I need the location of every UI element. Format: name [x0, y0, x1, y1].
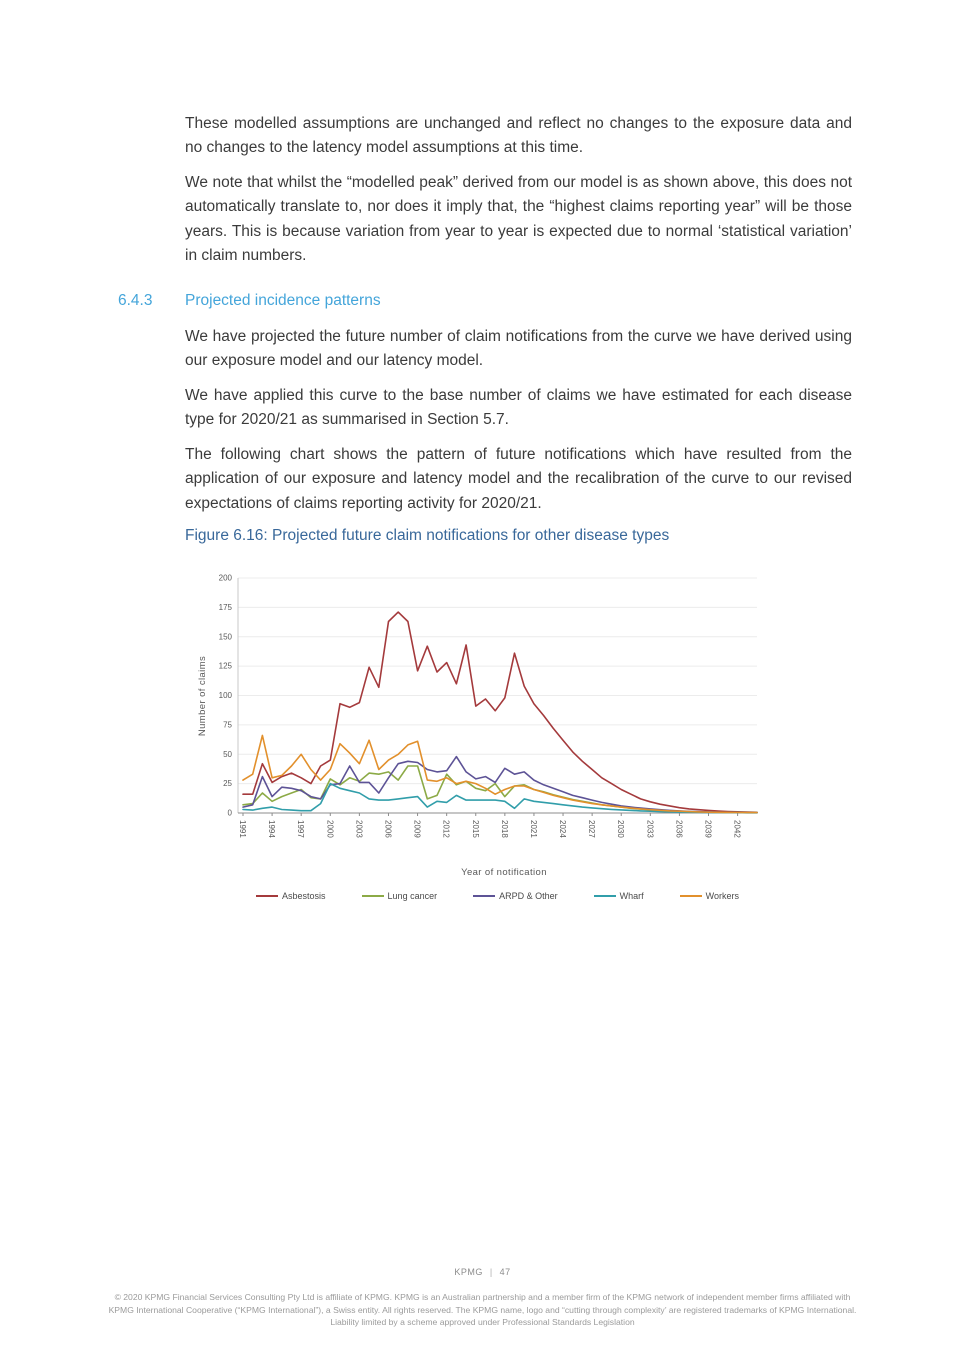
legend-label: ARPD & Other [499, 891, 558, 901]
series-line-asbestosis [243, 612, 757, 812]
legend-item-arpd-other [473, 891, 558, 901]
x-tick-label: 2018 [499, 820, 509, 838]
section-title: Projected incidence patterns [185, 292, 381, 309]
x-tick-label: 1991 [238, 820, 247, 838]
x-tick-label: 2024 [558, 820, 568, 838]
y-tick-label: 200 [218, 573, 232, 583]
legend-item-wharf [594, 891, 644, 901]
legend-swatch [362, 895, 384, 897]
y-tick-label: 150 [218, 632, 232, 642]
x-tick-label: 2030 [616, 820, 626, 838]
figure-caption: Figure 6.16: Projected future claim notifications for other disease types [185, 527, 670, 544]
legend-swatch [594, 895, 616, 897]
x-tick-label: 2039 [703, 820, 713, 838]
paragraph-2: We note that whilst the “modelled peak” derived from our model is as shown above, this does not automatically translate to, nor does it imply that, the “highest claims reporting year” will be those years. This is because variation from year to year is expected due to normal ‘statistical variation’ in claim numbers. [185, 174, 852, 265]
x-tick-label: 2015 [470, 820, 480, 838]
line-chart-canvas [195, 565, 770, 867]
legend-swatch [256, 895, 278, 897]
y-tick-label: 50 [223, 749, 232, 759]
y-axis-title: Number of claims [197, 655, 208, 737]
legend-label: Wharf [619, 891, 644, 901]
copyright-notice: © 2020 KPMG Financial Services Consulting Pty Ltd is affiliate of KPMG. KPMG is an Australian partnership and a member firm of the KPMG network of independent member firms affiliated with KPMG International Cooperative (“KPMG International”), a Swiss entity. All rights reserved. The KPMG name, logo and “cutting through complexity’ are registered trademarks of KPMG International. Liability limited by a scheme approved under Professional Standards Legislation [108, 1292, 857, 1328]
y-tick-label: 100 [218, 691, 232, 700]
paragraph-4: We have applied this curve to the base number of claims we have estimated for each disease type for 2020/21 as summarised in Section 5.7. [185, 387, 852, 429]
footer-page-number: 47 [499, 1267, 511, 1277]
y-tick-label: 175 [218, 602, 232, 612]
paragraph-1: These modelled assumptions are unchanged and reflect no changes to the exposure data and no changes to the latency model assumptions at this time. [185, 115, 852, 157]
x-tick-label: 2006 [383, 820, 393, 838]
section-number: 6.4.3 [118, 292, 153, 309]
page-footer-line [0, 1267, 965, 1277]
legend-swatch [473, 895, 495, 897]
x-tick-label: 1994 [267, 820, 277, 838]
x-tick-label: 2012 [441, 820, 451, 838]
x-tick-label: 2042 [732, 820, 742, 838]
x-tick-label: 2036 [674, 820, 684, 838]
y-tick-label: 75 [223, 720, 232, 730]
paragraph-3: We have projected the future number of claim notifications from the curve we have derived using our exposure model and our latency model. [185, 328, 852, 370]
x-tick-label: 2027 [587, 820, 597, 838]
claims-projection-chart [195, 565, 770, 901]
legend-item-lung-cancer [362, 891, 438, 901]
section-heading [118, 292, 852, 310]
x-tick-label: 2021 [528, 820, 538, 838]
legend-item-asbestosis [256, 891, 326, 901]
y-tick-label: 0 [227, 808, 232, 818]
x-tick-label: 2003 [354, 820, 364, 838]
chart-legend [195, 891, 770, 901]
x-tick-label: 2000 [325, 820, 335, 838]
legend-label: Workers [705, 891, 739, 901]
footer-separator: | [489, 1267, 493, 1277]
paragraph-5: The following chart shows the pattern of future notifications which have resulted from the application of our exposure and latency model and the recalibration of the curve to our revised expectations of claims reporting activity for 2020/21. [185, 446, 852, 512]
legend-label: Asbestosis [282, 891, 326, 901]
footer-brand: KPMG [454, 1267, 483, 1277]
legend-label: Lung cancer [387, 891, 438, 901]
x-tick-label: 1997 [296, 820, 306, 838]
y-tick-label: 125 [218, 661, 232, 671]
x-tick-label: 2033 [645, 820, 655, 838]
x-axis-title: Year of notification [461, 867, 547, 878]
x-tick-label: 2009 [412, 820, 422, 838]
series-line-lung-cancer [243, 766, 757, 813]
legend-swatch [680, 895, 702, 897]
y-tick-label: 25 [223, 779, 232, 789]
legend-item-workers [680, 891, 739, 901]
